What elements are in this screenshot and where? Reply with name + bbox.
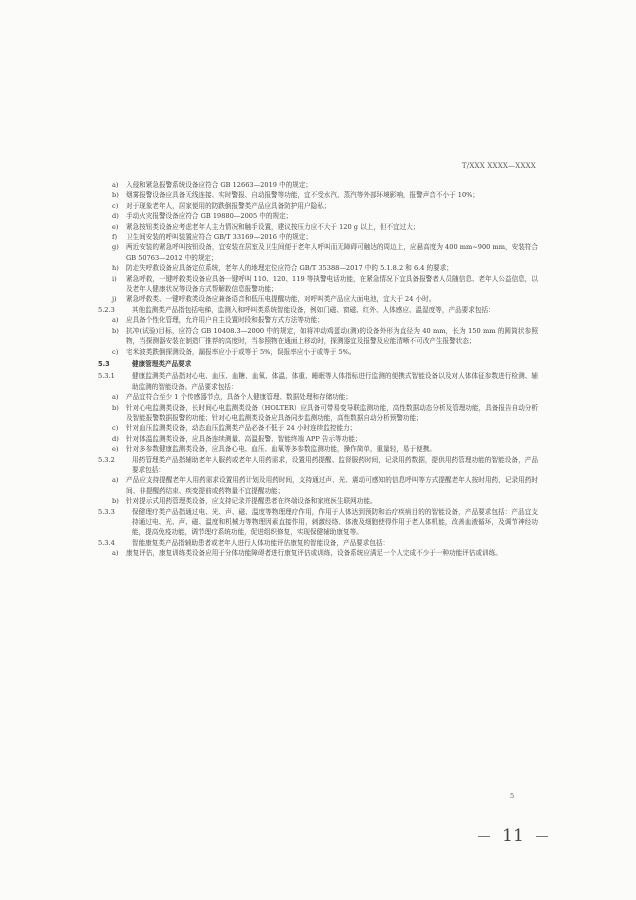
list-item-text: 针对血压监测类设备，动态血压监测类产品必备不低于 24 小时连续监控能力；: [126, 424, 357, 433]
list-item-text: 两近安装的紧急呼叫按钮设备，宜安装在居室及卫生间便于老年人呼叫而无障碍可触达的周边上，应悬高度为 400 mm~900 mm，安装符合 GB 50763—2012 中的规定；: [126, 243, 538, 262]
clause-5-2-3-items: [98, 315, 538, 357]
list-item-marker: e): [112, 445, 119, 454]
list-item: [98, 496, 538, 506]
list-item: [98, 548, 538, 558]
clause-5-3-3: [98, 507, 538, 538]
list-item-text: 宅米波类跌倒探测设备，漏报率应小于或等于 5%，误报率应小于或等于 5%。: [126, 347, 356, 356]
list-item-text: 针对心电监测类设备，长时间心电监测类设备（HOLTER）应具备可带易变导联监测功能，高性数据动态分析及管理功能，具备报告自动分析及智能报警数据报警的功能；针对心电监测类设备应具备同步监测功能，高性数据自动分析预警功能；: [126, 403, 538, 422]
list-item: [98, 263, 538, 273]
list-item-text: 康复评估，康复训练类设备应用于分体功能障碍者进行康复评估或训练，设备系统应满足一个人完成不少于一种功能评估或训练。: [126, 549, 502, 558]
list-item-text: 防走失呼救设备应具备定位系统，老年人的地理定位应符合 GB/T 35388—2017 中的 5.1.8.2 和 6.4 的要求；: [126, 264, 453, 273]
list-item: [98, 222, 538, 232]
list-item: [98, 180, 538, 190]
list-item: [98, 475, 538, 496]
list-item-marker: c): [112, 347, 119, 356]
list-item-marker: d): [112, 212, 119, 221]
clause-text: 智能康复类产品指辅助患者或老年人进行人体功能评估康复的智能设备，产品要求包括：: [132, 538, 390, 547]
section-number: 5.3: [98, 359, 110, 368]
list-item-marker: a): [112, 476, 119, 485]
clause-number: 5.2.3: [98, 305, 115, 314]
list-item-text: 针对提示式用药管理类设备，应支持记录并提醒患者在终端设备和家庭医生联网功能。: [126, 497, 377, 506]
clause-number: 5.3.2: [98, 455, 115, 464]
list-item: [98, 444, 538, 454]
list-item: [98, 392, 538, 402]
list-item-marker: g): [112, 243, 119, 252]
list-item-text: 入侵和紧急报警系统设备应符合 GB 12663—2019 中的规定；: [126, 181, 313, 189]
clause-text: 用药管理类产品指辅助老年人服药或老年人用药需求，设置用药提醒、监督服药时间，记录用药数据，提供用药管理功能的智能设备，产品要求包括：: [132, 455, 538, 474]
list-item-marker: b): [112, 403, 119, 412]
list-item: [98, 190, 538, 200]
list-item-marker: c): [112, 201, 119, 210]
clause-5-3-4: [98, 538, 538, 548]
document-body: [98, 180, 538, 559]
list-item-text: 针对体温监测类设备，应具备连续测量、高温报警、智能终端 APP 告示等功能；: [126, 434, 362, 443]
list-item: [98, 211, 538, 221]
section-title: 健康管理类产品要求: [132, 359, 192, 368]
clause-5-3-2: [98, 455, 538, 476]
list-item-marker: b): [112, 326, 119, 335]
list-item-text: 对于现象老年人，居家便用的防跌倒报警类产品应具备防护用户隐私；: [126, 201, 331, 210]
folio: [478, 826, 548, 846]
list-item: [98, 294, 538, 304]
list-item: [98, 326, 538, 347]
page-number-small: 5: [510, 792, 515, 800]
clause-text: 保健理疗类产品指通过电、光、声、磁、温度等物理理疗作用，作用于人体达到预防和治疗疾病目的的智能设备，产品要求包括：产品宜支持通过电、光、声、磁、温度和机械力等物理因素直接作用，刺激经络、体液及细胞使得作用于老人体机能，改善血液循环，及调节神经功能，提高免疫功能，调节理疗系统功能，促进组织修复，实现保健辅助康复等。: [132, 507, 538, 537]
list-item-marker: a): [112, 393, 119, 402]
folio-dash-right: [536, 836, 548, 837]
list-item-text: 紧急呼救类、一键呼救类设备应兼备语音和低压电提醒功能，对呼叫类产品应大面电池，宜大于 24 小时。: [126, 295, 436, 304]
list-item-text: 产品宜符合至少 1 个传感器节点，具备个人健康管理、数据处理和存储功能；: [126, 393, 352, 402]
list-item: [98, 423, 538, 433]
list-item-marker: j): [112, 295, 117, 304]
list-item-text: 卫生间安装的呼叫装置应符合 GB/T 33169—2016 中的规定；: [126, 233, 313, 242]
list-item-marker: d): [112, 434, 119, 443]
list-item-marker: a): [112, 549, 119, 558]
list-item: [98, 274, 538, 295]
folio-number: 11: [502, 826, 524, 846]
list-item: [98, 403, 538, 424]
list-item-marker: c): [112, 424, 119, 433]
clause-5-3-1: [98, 371, 538, 392]
clause-5-3-1-items: [98, 392, 538, 454]
list-item: [98, 201, 538, 211]
list-item-text: 应具备个性化管理，允许用户自主设置时段和报警方式方法等功能；: [126, 316, 324, 325]
folio-dash-left: [478, 836, 490, 837]
list-item-marker: b): [112, 497, 119, 506]
clause-number: 5.3.3: [98, 507, 115, 516]
clause-text: 其他监测类产品指包括电梯，监测入和呼叫类系统智能设备，例如门磁、窗磁、红外、人体感应、温湿度等，产品要求包括：: [132, 305, 495, 314]
list-item-marker: e): [112, 222, 119, 231]
document-code: T/XXX XXXX—XXXX: [461, 162, 536, 170]
list-item-text: 烟雾报警设备应具备无线连接、实时警报、自动报警等功能，宜不受水汽、蒸汽等外部环境影响，报警声音不小于 10%；: [126, 191, 480, 200]
clause-number: 5.3.4: [98, 538, 115, 547]
list-item: [98, 315, 538, 325]
list-item-text: 针对多参数健康监测类设备，应具备心电、血压、血氧等多参数监测功能，操作简单，重量轻，易于便携。: [126, 445, 436, 454]
list-item-marker: a): [112, 181, 119, 189]
list-item-marker: a): [112, 316, 119, 325]
list-item-marker: h): [112, 264, 119, 273]
clause-5-3-4-items: [98, 548, 538, 558]
list-item: [98, 347, 538, 357]
list-item-marker: f): [112, 233, 118, 242]
clause-5-3-2-items: [98, 475, 538, 506]
list-item-text: 紧急呼救，一键呼救类设备应具备一键呼叫 110、120、119 等执警电话功能，在紧急情况下宜具备报警者人员随信息、老年人公益信息，以及老年人健康状况等设备方式帮解救信息报警功能；: [126, 274, 538, 294]
clause-text: 健康监测类产品指对心电、血压、血糖、血氧、体温、体重、睡眠等人体指标进行监测的便携式智能设备以及对人体体征参数进行检测、辅助监测的智能设备。产品要求包括：: [132, 372, 538, 391]
list-item-text: 紧急按钮类设备应考虑老年人主力情况和触手设置，建议按压力应不大于 120 g 以上，但不宜过大；: [126, 222, 420, 231]
clause-5-2-3: [98, 305, 538, 315]
alarm-requirements-list: [98, 180, 538, 305]
list-item: [98, 242, 538, 263]
clause-number: 5.3.1: [98, 372, 115, 381]
list-item-text: 抗冲(试验)目标，应符合 GB 10408.3—2000 中的规定，如将冲动鸡蛋动(测)的设备外形为直径为 40 mm，长为 150 mm 的圆筒状参照物，当探测器安装在制造厂推荐的高度时，当参照物在通面上移动时，探测器宜及报警及应能清晰不可改产生报警状态；: [126, 326, 538, 346]
list-item: [98, 434, 538, 444]
section-heading-5-3: [98, 359, 538, 369]
list-item: [98, 232, 538, 242]
list-item-text: 手动火灾报警设备应符合 GB 19880—2005 中的规定；: [126, 212, 293, 221]
list-item-marker: b): [112, 191, 119, 200]
list-item-text: 产品应支持提醒老年人用药需求设置用药计划及用药时间，支持通过声、光、震动可感知的信息呼叫等方式提醒老年人按时用药，记录用药时间、非提醒药结束、疾变提前或药物量不宜提醒功能；: [126, 476, 538, 495]
list-item-marker: i): [112, 274, 117, 283]
